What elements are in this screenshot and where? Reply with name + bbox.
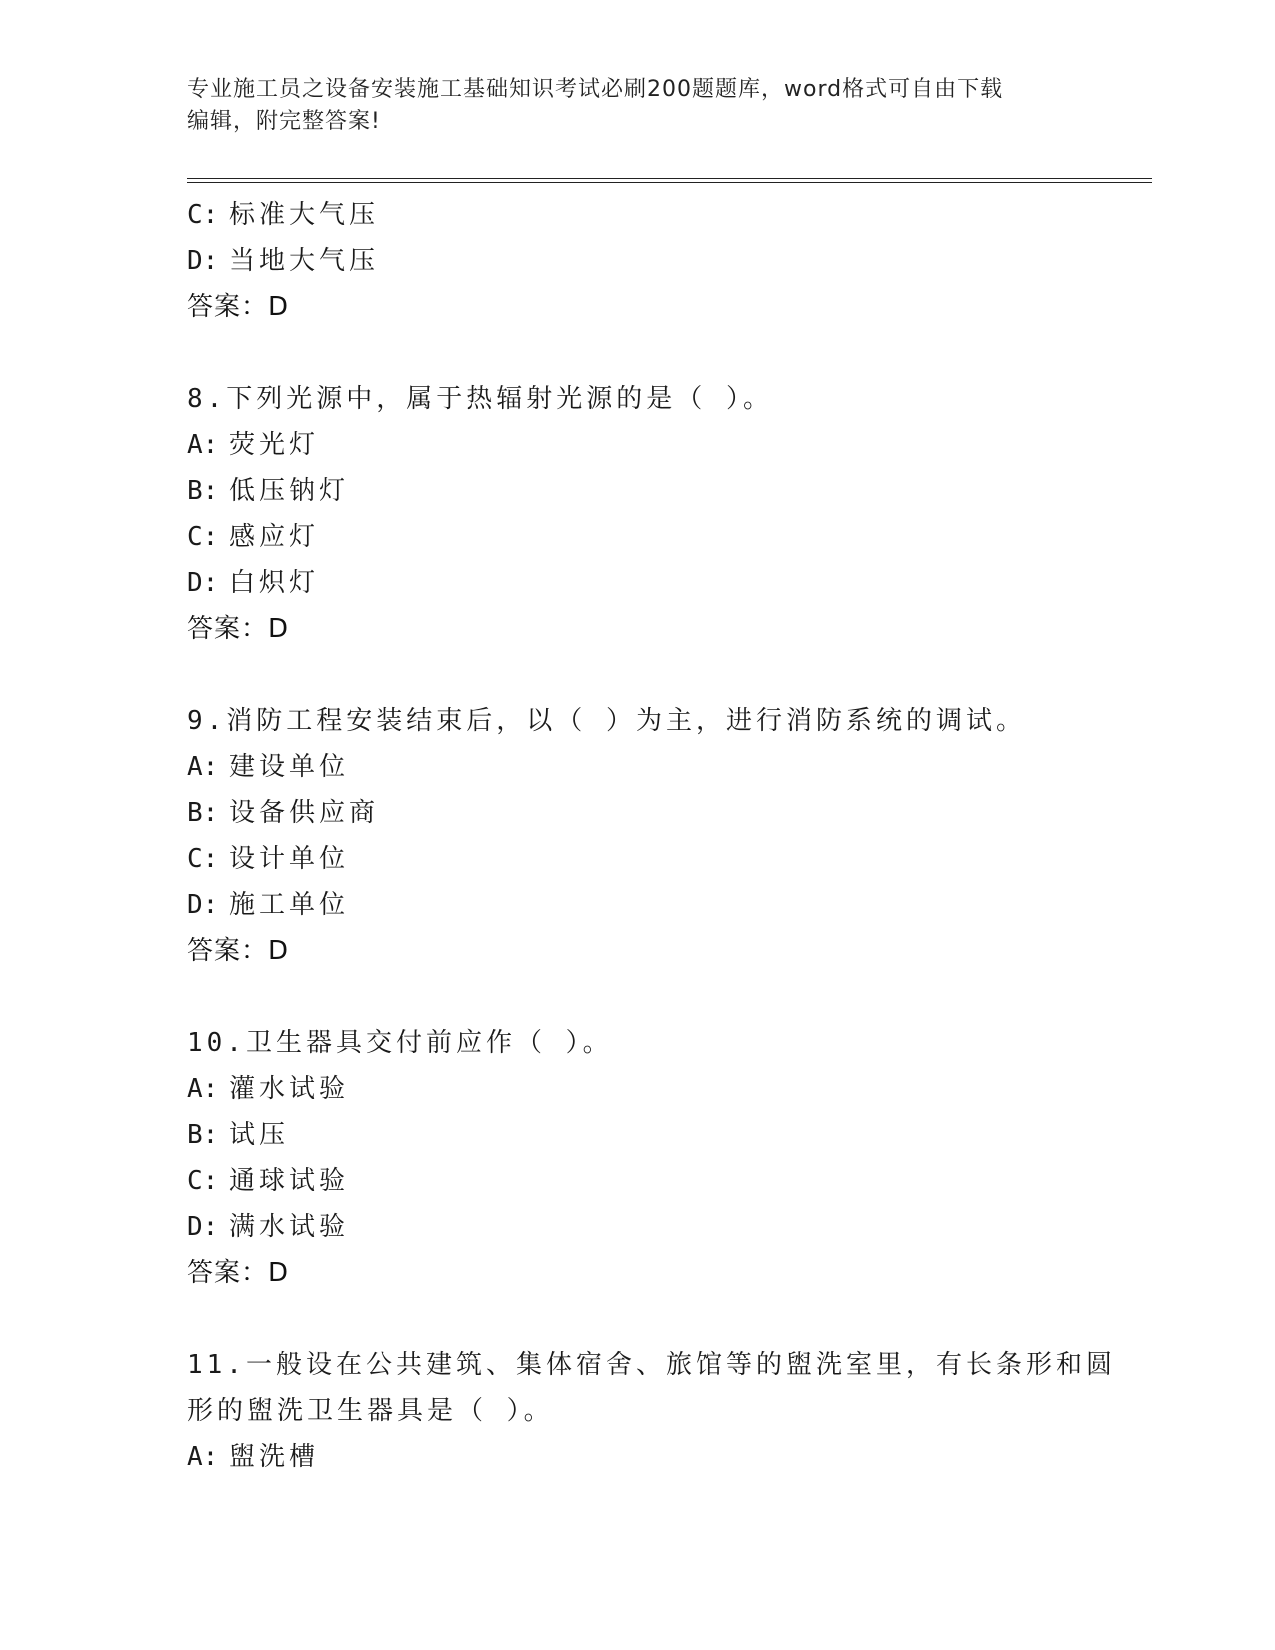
option-text: 试压 [229, 1120, 290, 1150]
option-d [187, 238, 1087, 284]
option-a [187, 422, 1087, 468]
option-text: 施工单位 [229, 890, 350, 920]
answer: 答案：D [187, 936, 290, 966]
question-content [187, 192, 1116, 1480]
option-text: 低压钠灯 [229, 476, 350, 506]
option-text: 标准大气压 [229, 200, 380, 230]
question-stem: 10.卫生器具交付前应作（ ）。 [187, 1028, 613, 1058]
option-text: 满水试验 [229, 1212, 350, 1242]
option-label: D: [187, 246, 219, 276]
option-label: C: [187, 200, 219, 230]
option-b [187, 790, 1087, 836]
answer: 答案：D [187, 1258, 290, 1288]
option-text: 建设单位 [229, 752, 350, 782]
option-text: 通球试验 [229, 1166, 350, 1196]
question-stem-line-2: 形的盥洗卫生器具是（ ）。 [187, 1396, 554, 1426]
option-d [187, 882, 1087, 928]
option-a [187, 744, 1087, 790]
header-rule-bottom [187, 182, 1152, 183]
option-label: A: [187, 752, 219, 782]
option-label: D: [187, 568, 219, 598]
option-b [187, 468, 1087, 514]
option-text: 设备供应商 [229, 798, 380, 828]
option-a [187, 1434, 1087, 1480]
option-text: 灌水试验 [229, 1074, 350, 1104]
option-c [187, 192, 1087, 238]
option-c [187, 514, 1087, 560]
option-label: A: [187, 1074, 219, 1104]
option-label: C: [187, 522, 219, 552]
option-text: 当地大气压 [229, 246, 380, 276]
document-header [187, 74, 1067, 138]
option-d [187, 1204, 1087, 1250]
option-text: 荧光灯 [229, 430, 320, 460]
spacer [187, 652, 1087, 698]
option-d [187, 560, 1087, 606]
answer: 答案：D [187, 614, 290, 644]
option-label: B: [187, 476, 219, 506]
option-label: B: [187, 1120, 219, 1150]
option-c [187, 836, 1087, 882]
option-label: D: [187, 1212, 219, 1242]
header-rule-top [187, 178, 1152, 179]
option-label: A: [187, 1442, 219, 1472]
option-text: 白炽灯 [229, 568, 320, 598]
option-label: C: [187, 844, 219, 874]
question-stem-line-1: 11.一般设在公共建筑、集体宿舍、旅馆等的盥洗室里，有长条形和圆 [187, 1350, 1116, 1380]
spacer [187, 330, 1087, 376]
option-text: 感应灯 [229, 522, 320, 552]
spacer [187, 974, 1087, 1020]
option-label: D: [187, 890, 219, 920]
header-title-line-2: 编辑，附完整答案! [187, 109, 381, 134]
question-stem: 9.消防工程安装结束后，以（ ）为主，进行消防系统的调试。 [187, 706, 1026, 736]
option-label: C: [187, 1166, 219, 1196]
answer: 答案：D [187, 292, 290, 322]
option-c [187, 1158, 1087, 1204]
option-a [187, 1066, 1087, 1112]
option-label: B: [187, 798, 219, 828]
option-text: 设计单位 [229, 844, 350, 874]
spacer [187, 1296, 1087, 1342]
option-b [187, 1112, 1087, 1158]
option-label: A: [187, 430, 219, 460]
question-stem: 8.下列光源中，属于热辐射光源的是（ ）。 [187, 384, 773, 414]
option-text: 盥洗槽 [229, 1442, 320, 1472]
header-title-line-1: 专业施工员之设备安装施工基础知识考试必刷200题题库，word格式可自由下载 [187, 77, 1004, 102]
